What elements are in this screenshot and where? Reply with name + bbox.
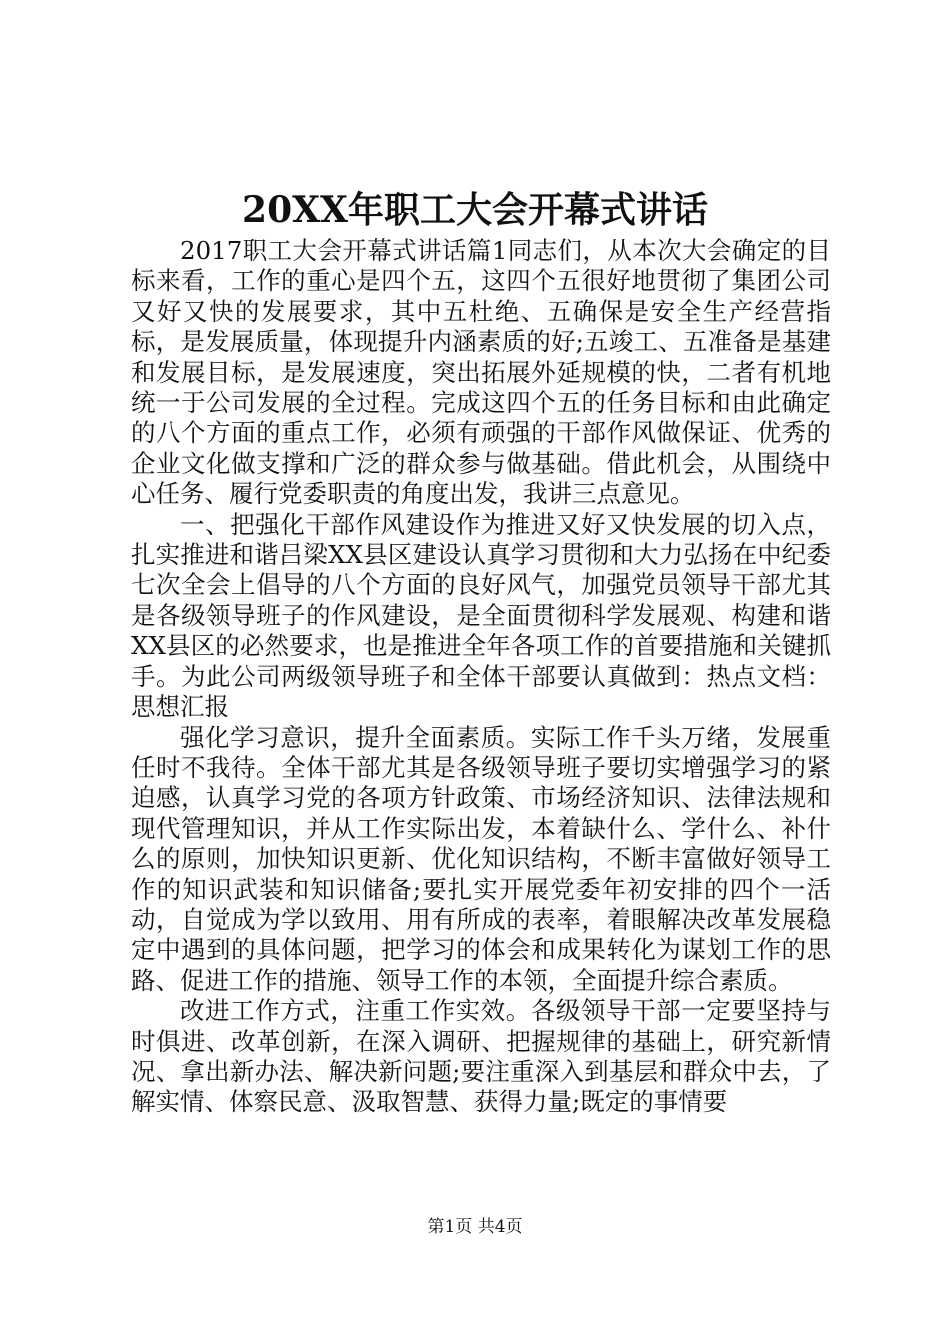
- document-body: [131, 236, 831, 1118]
- paragraph-intro: 2017职工大会开幕式讲话篇1同志们，从本次大会确定的目标来看，工作的重心是四个五，这四个五很好地贯彻了集团公司又好又快的发展要求，其中五杜绝、五确保是安全生产经营指标，是发展质量，体现提升内涵素质的好;五竣工、五准备是基建和发展目标，是发展速度，突出拓展外延规模的快，二者有机地统一于公司发展的全过程。完成这四个五的任务目标和由此确定的八个方面的重点工作，必须有顽强的干部作风做保证、优秀的企业文化做支撑和广泛的群众参与做基础。借此机会，从围绕中心任务、履行党委职责的角度出发，我讲三点意见。: [131, 236, 831, 509]
- page-footer: 第1页 共4页: [427, 1217, 523, 1237]
- paragraph-learning: 强化学习意识，提升全面素质。实际工作千头万绪，发展重任时不我待。全体干部尤其是各级领导班子要切实增强学习的紧迫感，认真学习党的各项方针政策、市场经济知识、法律法规和现代管理知识，并从工作实际出发，本着缺什么、学什么、补什么的原则，加快知识更新、优化知识结构，不断丰富做好领导工作的知识武装和知识储备;要扎实开展党委年初安排的四个一活动，自觉成为学以致用、用有所成的表率，着眼解决改革发展稳定中遇到的具体问题，把学习的体会和成果转化为谋划工作的思路、促进工作的措施、领导工作的本领，全面提升综合素质。: [131, 722, 831, 995]
- paragraph-section-one: 一、把强化干部作风建设作为推进又好又快发展的切入点，扎实推进和谐吕梁XX县区建设认真学习贯彻和大力弘扬在中纪委七次全会上倡导的八个方面的良好风气，加强党员领导干部尤其是各级领导班子的作风建设，是全面贯彻科学发展观、构建和谐XX县区的必然要求，也是推进全年各项工作的首要措施和关键抓手。为此公司两级领导班子和全体干部要认真做到：热点文档：思想汇报: [131, 509, 831, 722]
- page-title: 20XX年职工大会开幕式讲话: [242, 189, 708, 231]
- paragraph-work-style: 改进工作方式，注重工作实效。各级领导干部一定要坚持与时俱进、改革创新，在深入调研、把握规律的基础上，研究新情况、拿出新办法、解决新问题;要注重深入到基层和群众中去，了解实情、体察民意、汲取智慧、获得力量;既定的事情要: [131, 996, 831, 1117]
